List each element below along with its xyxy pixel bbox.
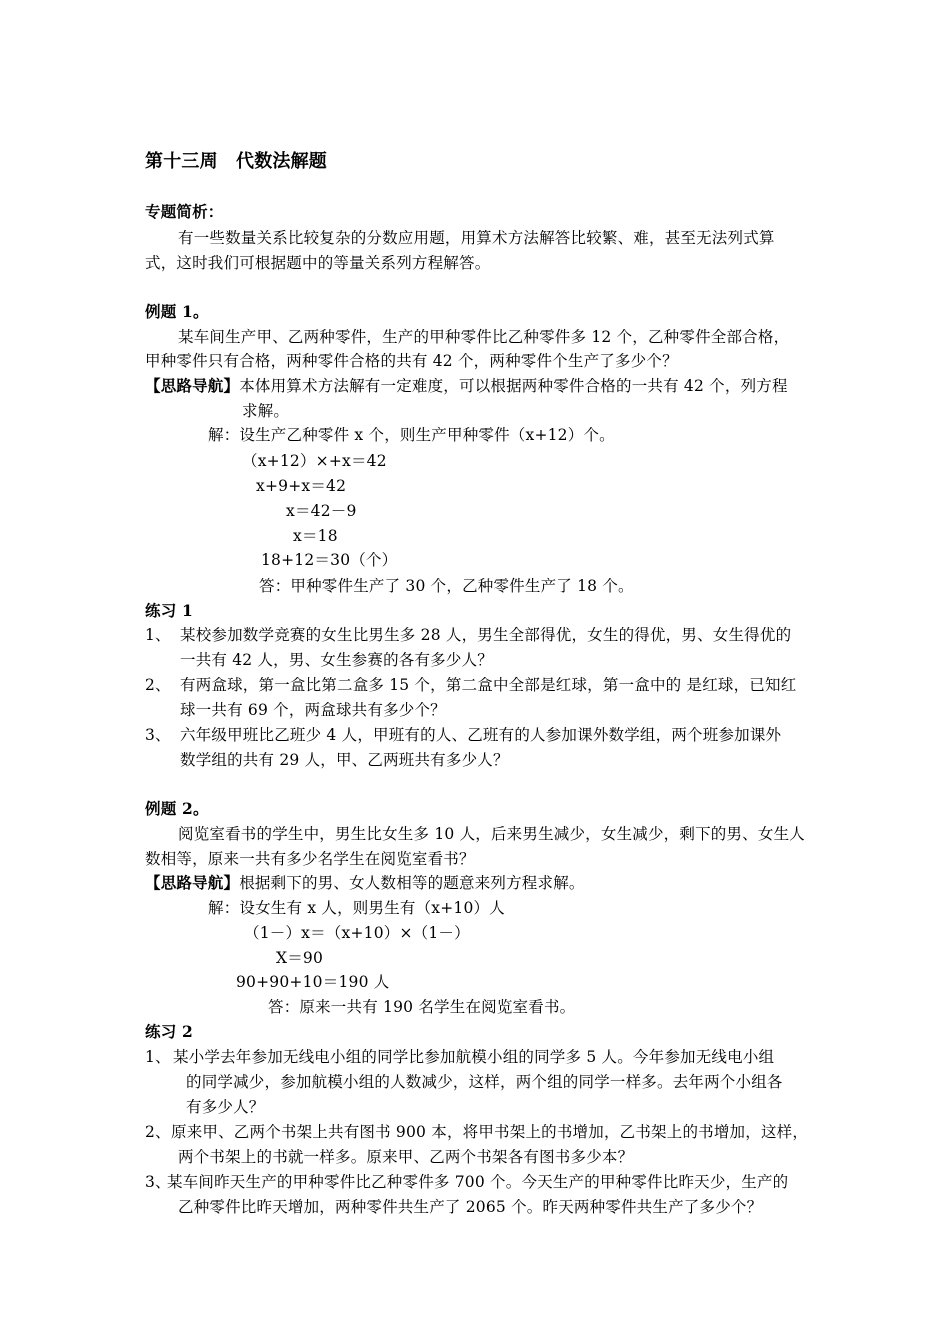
practice2-item-2-number: 2、 <box>145 1123 171 1141</box>
example2-nav-label: 【思路导航】 <box>145 873 240 892</box>
example1-heading: 例题 1。 <box>145 302 209 321</box>
example2-step-1: （1－）x＝（x+10）×（1－） <box>244 924 470 942</box>
example2-step-3: 90+90+10＝190 人 <box>236 973 390 991</box>
example1-step-4: x＝18 <box>293 527 338 545</box>
practice2-item-2-line-2: 两个书架上的书就一样多。原来甲、乙两个书架各有图书多少本？ <box>178 1148 634 1166</box>
example1-answer: 答：甲种零件生产了 30 个，乙种零件生产了 18 个。 <box>259 577 634 595</box>
example1-solution: 解：设生产乙种零件 x 个，则生产甲种零件（x+12）个。 <box>208 426 615 444</box>
example1-nav-text: 本体用算术方法解有一定难度，可以根据两种零件合格的一共有 42 个，列方程 <box>239 377 788 395</box>
example1-nav-line-2: 求解。 <box>242 402 290 420</box>
example1-question-line-2: 甲种零件只有合格，两种零件合格的共有 42 个，两种零件个生产了多少个？ <box>145 352 678 370</box>
practice2-item-2-line-1: 原来甲、乙两个书架上共有图书 900 本，将甲书架上的书增加，乙书架上的书增加，这样， <box>171 1123 809 1141</box>
practice2-item-3-number: 3、 <box>145 1173 171 1191</box>
practice1-item-3-line-1: 六年级甲班比乙班少 4 人，甲班有的人、乙班有的人参加课外数学组，两个班参加课外 <box>180 726 782 744</box>
practice1-heading: 练习 1 <box>145 601 193 620</box>
practice1-item-3-line-2: 数学组的共有 29 人，甲、乙两班共有多少人？ <box>180 751 509 769</box>
practice2-item-1-number: 1、 <box>145 1048 171 1066</box>
example2-heading: 例题 2。 <box>145 799 209 818</box>
example1-step-3: x＝42－9 <box>286 502 357 520</box>
practice1-item-1-line-2: 一共有 42 人，男、女生参赛的各有多少人？ <box>180 651 493 669</box>
example1-step-2: x+9+x＝42 <box>256 477 347 495</box>
example2-nav <box>145 873 585 893</box>
practice1-item-1-number: 1、 <box>145 626 171 644</box>
example2-nav-text: 根据剩下的男、女人数相等的题意来列方程求解。 <box>239 874 585 892</box>
example1-nav <box>145 376 788 396</box>
example2-answer: 答：原来一共有 190 名学生在阅览室看书。 <box>268 998 576 1016</box>
page-title: 第十三周 代数法解题 <box>145 151 327 172</box>
example1-question-line-1: 某车间生产甲、乙两种零件，生产的甲种零件比乙种零件多 12 个，乙种零件全部合格， <box>178 328 790 346</box>
practice1-item-2-number: 2、 <box>145 676 171 694</box>
practice2-heading: 练习 2 <box>145 1022 193 1041</box>
practice2-item-1-line-2: 的同学减少，参加航模小组的人数减少，这样，两个组的同学一样多。去年两个小组各 <box>186 1073 783 1091</box>
intro-line-1: 有一些数量关系比较复杂的分数应用题，用算术方法解答比较繁、难，甚至无法列式算 <box>178 229 775 247</box>
practice1-item-2-line-1: 有两盒球，第一盒比第二盒多 15 个，第二盒中全部是红球，第一盒中的 是红球，已知红 <box>180 676 797 694</box>
example1-nav-label: 【思路导航】 <box>145 376 240 395</box>
practice1-item-1-line-1: 某校参加数学竞赛的女生比男生多 28 人，男生全部得优，女生的得优，男、女生得优的 <box>180 626 792 644</box>
practice1-item-2-line-2: 球一共有 69 个，两盒球共有多少个？ <box>180 701 446 719</box>
example2-step-2: X＝90 <box>276 949 324 967</box>
intro-line-2: 式，这时我们可根据题中的等量关系列方程解答。 <box>145 254 491 272</box>
practice2-item-3-line-1: 某车间昨天生产的甲种零件比乙种零件多 700 个。今天生产的甲种零件比昨天少，生产的 <box>167 1173 789 1191</box>
practice2-item-1-line-1: 某小学去年参加无线电小组的同学比参加航模小组的同学多 5 人。今年参加无线电小组 <box>173 1048 775 1066</box>
example1-step-5: 18+12＝30（个） <box>261 551 398 569</box>
practice2-item-3-line-2: 乙种零件比昨天增加，两种零件共生产了 2065 个。昨天两种零件共生产了多少个？ <box>178 1198 763 1216</box>
example2-solution: 解：设女生有 x 人，则男生有（x+10）人 <box>208 899 505 917</box>
practice1-item-3-number: 3、 <box>145 726 171 744</box>
example2-question-line-2: 数相等，原来一共有多少名学生在阅览室看书？ <box>145 850 475 868</box>
intro-heading: 专题简析： <box>145 202 224 221</box>
example2-question-line-1: 阅览室看书的学生中，男生比女生多 10 人，后来男生减少，女生减少，剩下的男、女生人 <box>178 825 805 843</box>
example1-step-1: （x+12）×+x＝42 <box>242 452 387 470</box>
practice2-item-1-line-3: 有多少人？ <box>186 1098 265 1116</box>
